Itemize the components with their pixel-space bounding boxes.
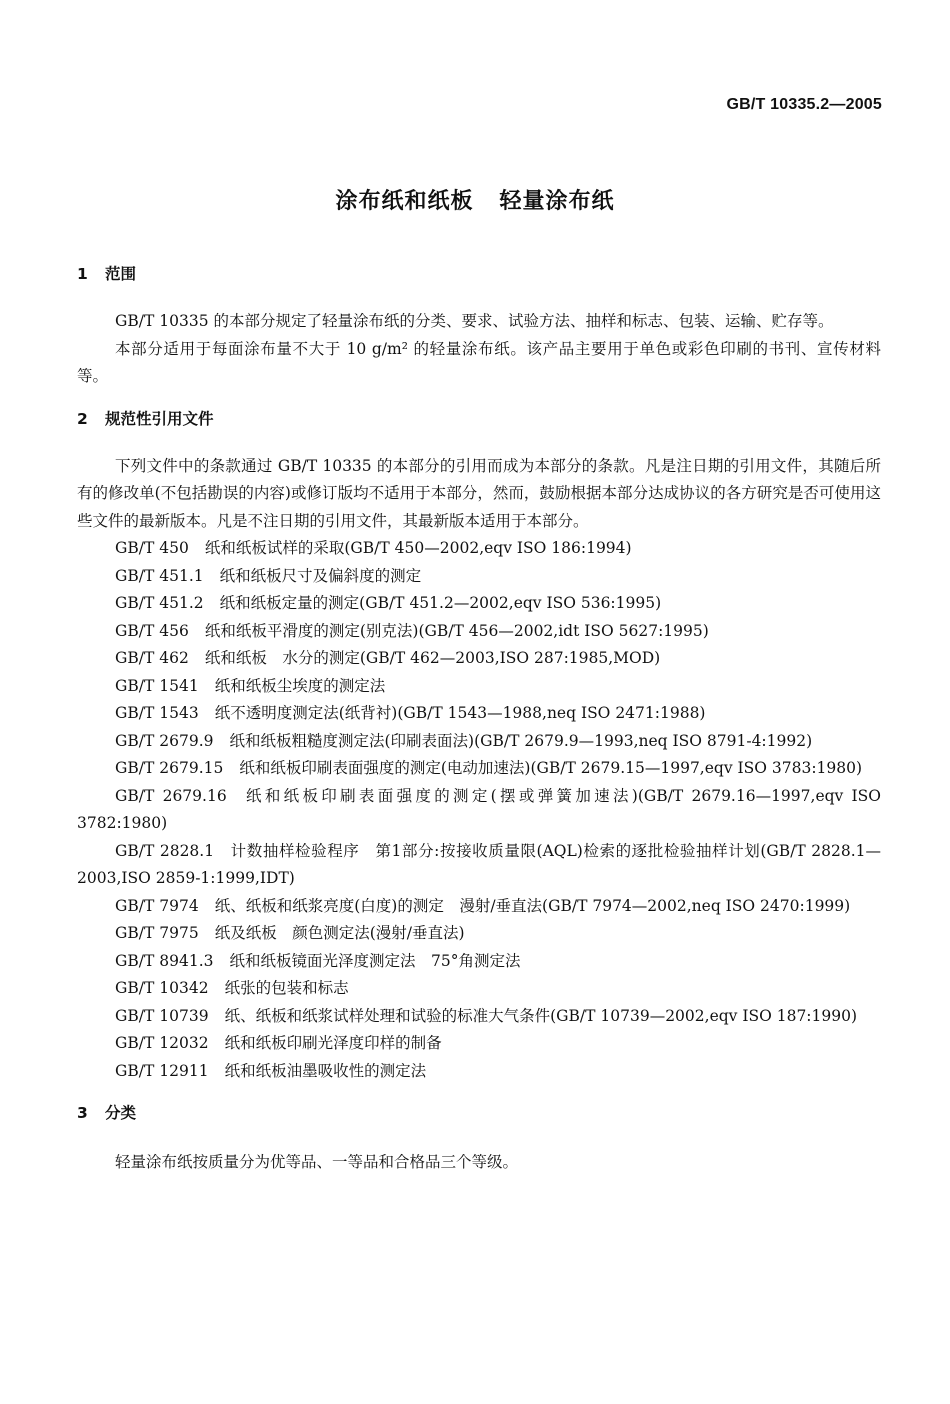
reference-item (77, 700, 881, 728)
reference-code: GB/T 7975 (115, 924, 199, 942)
reference-code: GB/T 1543 (115, 704, 199, 722)
reference-code: GB/T 8941.3 (115, 951, 214, 970)
reference-title: 纸和纸板粗糙度测定法(印刷表面法)(GB/T 2679.9—1993,neq ISO 8791-4:1992) (229, 731, 813, 750)
reference-title: 纸和纸板印刷光泽度印样的制备 (224, 1034, 442, 1052)
section-1-heading (77, 260, 881, 288)
reference-title: 计数抽样检验程序 第1部分:按接收质量限(AQL)检索的逐批检验抽样计划(GB/T 2828.1—2003,ISO 2859-1:1999,IDT) (77, 841, 881, 887)
paragraph: 轻量涂布纸按质量分为优等品、一等品和合格品三个等级。 (115, 1153, 519, 1171)
document-code: GB/T 10335.2—2005 (726, 96, 882, 113)
reference-title: 纸和纸板印刷表面强度的测定(摆或弹簧加速法)(GB/T 2679.16—1997,eqv ISO 3782:1980) (77, 786, 881, 832)
reference-title: 纸、纸板和纸浆试样处理和试验的标准大气条件(GB/T 10739—2002,eqv ISO 187:1990) (224, 1006, 858, 1025)
reference-title: 纸和纸板试样的采取(GB/T 450—2002,eqv ISO 186:1994) (204, 539, 632, 557)
reference-item (77, 590, 881, 618)
reference-code: GB/T 2679.16 (115, 786, 227, 805)
reference-code: GB/T 10739 (115, 1006, 209, 1025)
reference-code: GB/T 12032 (115, 1034, 209, 1052)
reference-item (77, 728, 881, 756)
paragraph: GB/T 10335 的本部分规定了轻量涂布纸的分类、要求、试验方法、抽样和标志、包装、运输、贮存等。 (115, 312, 834, 330)
reference-title: 纸和纸板 水分的测定(GB/T 462—2003,ISO 287:1985,MOD) (204, 649, 661, 667)
page-title (0, 184, 950, 215)
reference-code: GB/T 2679.9 (115, 731, 214, 750)
reference-code: GB/T 2828.1 (115, 841, 215, 860)
document-body (77, 260, 881, 1177)
reference-item (77, 1030, 881, 1058)
section-title: 范围 (105, 265, 137, 283)
section-number: 2 (77, 409, 88, 428)
reference-code: GB/T 2679.15 (115, 759, 224, 777)
title-sub: 轻量涂布纸 (499, 189, 615, 214)
reference-code: GB/T 456 (115, 621, 189, 640)
reference-item (77, 618, 881, 646)
reference-title: 纸和纸板镜面光泽度测定法 75°角测定法 (229, 951, 521, 970)
reference-title: 纸和纸板尺寸及偏斜度的测定 (219, 566, 422, 585)
reference-item (77, 948, 881, 976)
reference-code: GB/T 451.1 (115, 566, 204, 585)
reference-code: GB/T 450 (115, 539, 189, 557)
reference-title: 纸及纸板 颜色测定法(漫射/垂直法) (214, 924, 465, 942)
section-title: 规范性引用文件 (105, 409, 214, 428)
section-number: 3 (77, 1104, 88, 1122)
paragraph: 下列文件中的条款通过 GB/T 10335 的本部分的引用而成为本部分的条款。凡是注日期的引用文件，其随后所有的修改单(不包括勘误的内容)或修订版均不适用于本部分，然而，鼓励根据本部分达成协议的各方研究是否可使用这些文件的最新版本。凡是不注日期的引用文件，其最新版本适用于本部分。 (77, 456, 881, 530)
reference-title: 纸和纸板尘埃度的测定法 (214, 676, 386, 695)
reference-title: 纸不透明度测定法(纸背衬)(GB/T 1543—1988,neq ISO 2471:1988) (214, 704, 706, 722)
reference-title: 纸和纸板定量的测定(GB/T 451.2—2002,eqv ISO 536:1995) (219, 594, 662, 612)
reference-item (77, 535, 881, 563)
paragraph: 本部分适用于每面涂布量不大于 10 g/m² 的轻量涂布纸。该产品主要用于单色或彩色印刷的书刊、宣传材料等。 (77, 339, 881, 385)
title-main: 涂布纸和纸板 (335, 189, 474, 214)
section-2-heading (77, 405, 881, 433)
reference-item (77, 1003, 881, 1031)
reference-item (77, 975, 881, 1003)
reference-title: 纸和纸板平滑度的测定(别克法)(GB/T 456—2002,idt ISO 5627:1995) (204, 621, 709, 640)
section-title: 分类 (105, 1104, 137, 1122)
reference-code: GB/T 462 (115, 649, 189, 667)
reference-title: 纸和纸板油墨吸收性的测定法 (224, 1061, 427, 1080)
reference-code: GB/T 7974 (115, 896, 199, 915)
reference-item (77, 563, 881, 591)
reference-item (77, 755, 881, 783)
reference-item (77, 838, 881, 893)
reference-item (77, 920, 881, 948)
reference-code: GB/T 451.2 (115, 594, 204, 612)
reference-code: GB/T 10342 (115, 979, 209, 997)
reference-item (77, 673, 881, 701)
reference-title: 纸和纸板印刷表面强度的测定(电动加速法)(GB/T 2679.15—1997,eqv ISO 3783:1980) (239, 759, 863, 777)
reference-code: GB/T 1541 (115, 676, 199, 695)
reference-item (77, 783, 881, 838)
reference-item (77, 645, 881, 673)
reference-item (77, 1058, 881, 1086)
reference-item (77, 893, 881, 921)
section-3-heading (77, 1099, 881, 1127)
reference-code: GB/T 12911 (115, 1061, 209, 1080)
reference-title: 纸、纸板和纸浆亮度(白度)的测定 漫射/垂直法(GB/T 7974—2002,neq ISO 2470:1999) (214, 896, 851, 915)
reference-title: 纸张的包装和标志 (224, 979, 349, 997)
section-number: 1 (77, 265, 88, 283)
